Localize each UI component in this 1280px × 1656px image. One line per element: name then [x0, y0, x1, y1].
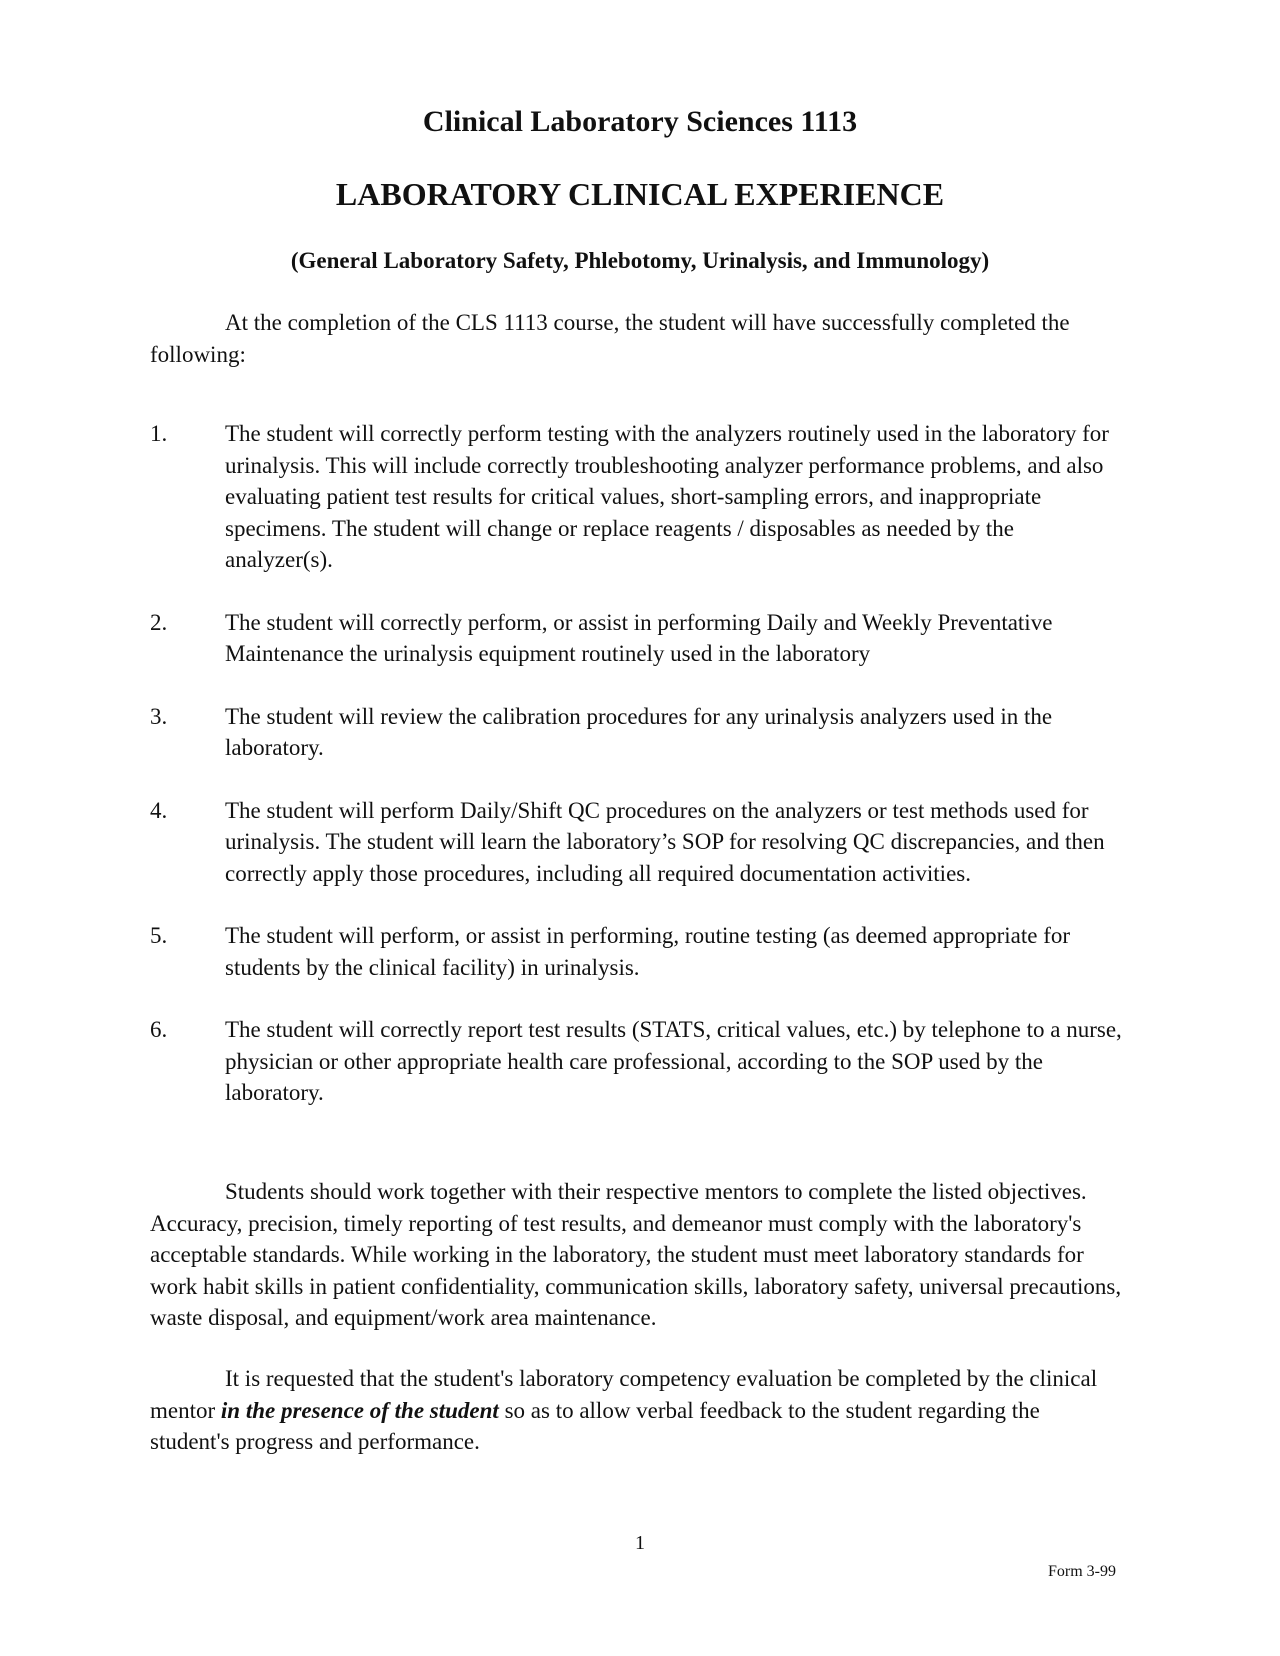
objective-text: The student will correctly report test results (STATS, critical values, etc.) by telephone to a nurse, physician or other appropriate health care professional, according to the SOP used by the laboratory.	[225, 1017, 1122, 1105]
objective-item	[150, 920, 1125, 983]
evaluation-emphasis: in the presence of the student	[220, 1397, 499, 1423]
intro-paragraph: At the completion of the CLS 1113 course, the student will have successfully completed the following:	[150, 310, 1070, 367]
objective-number: 1.	[150, 421, 168, 446]
course-title: Clinical Laboratory Sciences 1113	[422, 105, 858, 138]
objective-number: 4.	[150, 797, 168, 823]
objective-text: The student will perform, or assist in performing, routine testing (as deemed appropriate for students by the clinical facility) in urinalysis.	[225, 923, 1071, 980]
objective-text: The student will correctly perform testing with the analyzers routinely used in the laboratory for urinalysis. This will include correctly troubleshooting analyzer performance problems, and also evaluating patient test results for critical values, short-sampling errors, and inappropriate specimens. The student will change or replace reagents / disposables as needed by the analyzer(s).	[225, 421, 1109, 572]
objective-number: 2.	[150, 609, 168, 635]
objective-number: 5.	[150, 923, 168, 948]
evaluation-paragraph	[150, 1363, 1125, 1458]
objectives-list	[150, 418, 1125, 1109]
form-id: Form 3-99	[1048, 1563, 1116, 1580]
document-subtitle: (General Laboratory Safety, Phlebotomy, Urinalysis, and Immunology)	[290, 248, 990, 273]
objective-item	[150, 1014, 1125, 1109]
objective-number: 6.	[150, 1017, 168, 1042]
objective-item	[150, 418, 1125, 576]
objective-item	[150, 795, 1125, 890]
objective-text: The student will correctly perform, or assist in performing Daily and Weekly Preventative Maintenance the urinalysis equipment routinely used in the laboratory	[225, 609, 1053, 666]
page-number: 1	[635, 1532, 645, 1554]
objective-text: The student will review the calibration procedures for any urinalysis analyzers used in the laboratory.	[225, 703, 1053, 760]
evaluation-text-end: so as to allow verbal feedback to the student regarding the student's progress and performance.	[150, 1397, 1040, 1454]
objective-item	[150, 607, 1125, 670]
objective-text: The student will perform Daily/Shift QC procedures on the analyzers or test methods used for urinalysis. The student will learn the laboratory’s SOP for resolving QC discrepancies, and then correctly apply those procedures, including all required documentation activities.	[225, 797, 1105, 886]
objective-item	[150, 701, 1125, 764]
evaluation-text-start: It is requested that the student's laboratory competency evaluation be completed by the clinical mentor	[150, 1366, 1098, 1423]
document-title: LABORATORY CLINICAL EXPERIENCE	[335, 176, 945, 212]
objective-number: 3.	[150, 703, 168, 729]
mentor-paragraph: Students should work together with their respective mentors to complete the listed objectives. Accuracy, precision, timely reporting of test results, and demeanor must comply with the laboratory's acceptable standards. While working in the laboratory, the student must meet laboratory standards for work habit skills in patient confidentiality, communication skills, laboratory safety, universal precautions, waste disposal, and equipment/work area maintenance.	[150, 1179, 1122, 1330]
